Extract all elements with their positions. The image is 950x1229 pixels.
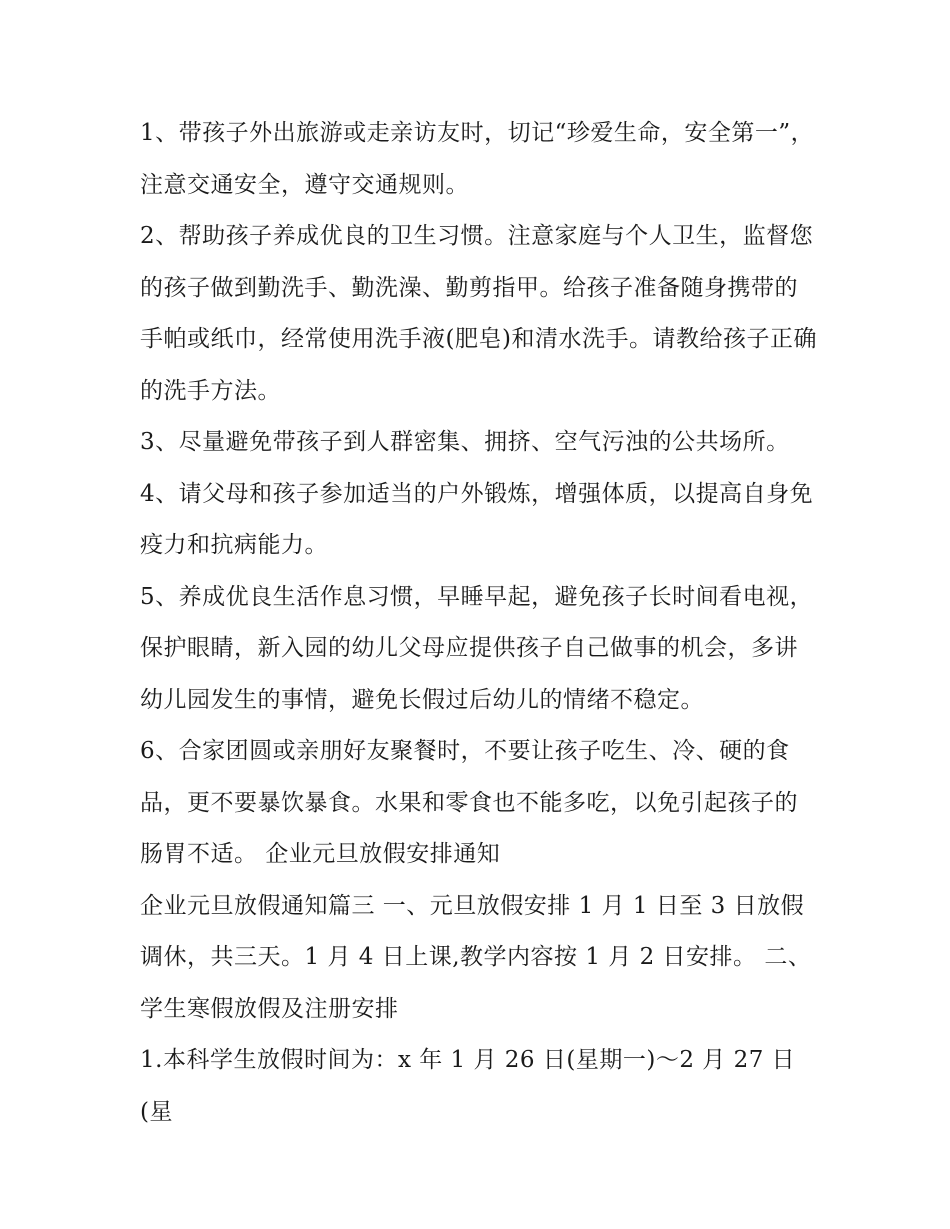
paragraph-2: 2、帮助孩子养成优良的卫生习惯。注意家庭与个人卫生，监督您的孩子做到勤洗手、勤洗澡、勤剪指甲。给孩子准备随身携带的手帕或纸巾，经常使用洗手液(肥皂)和清水洗手。请教给孩子正确的洗手方法。	[140, 223, 817, 404]
document-body	[140, 108, 820, 1138]
paragraph-6: 企业元旦放假通知篇三 一、元旦放假安排 1 月 1 日至 3 日放假调休，共三天。1 月 4 日上课,教学内容按 1 月 2 日安排。 二、学生寒假放假及注册安排	[140, 892, 812, 1022]
paragraph-5: 6、合家团圆或亲朋好友聚餐时，不要让孩子吃生、冷、硬的食品，更不要暴饮暴食。水果和零食也不能多吃，以免引起孩子的肠胃不适。 企业元旦放假安排通知	[140, 738, 798, 867]
paragraph-7: 1.本科学生放假时间为：x 年 1 月 26 日(星期一)～2 月 27 日(星	[140, 1047, 796, 1125]
paragraph-3: 3、尽量避免带孩子到人群密集、拥挤、空气污浊的公共场所。 4、请父母和孩子参加适当的户外锻炼，增强体质，以提高自身免疫力和抗病能力。	[140, 429, 814, 558]
paragraph-1: 1、带孩子外出旅游或走亲访友时，切记“珍爱生命，安全第一”，注意交通安全，遵守交通规则。	[140, 120, 815, 198]
paragraph-4: 5、养成优良生活作息习惯，早睡早起，避免孩子长时间看电视，保护眼睛，新入园的幼儿父母应提供孩子自己做事的机会，多讲幼儿园发生的事情，避免长假过后幼儿的情绪不稳定。	[140, 583, 814, 713]
